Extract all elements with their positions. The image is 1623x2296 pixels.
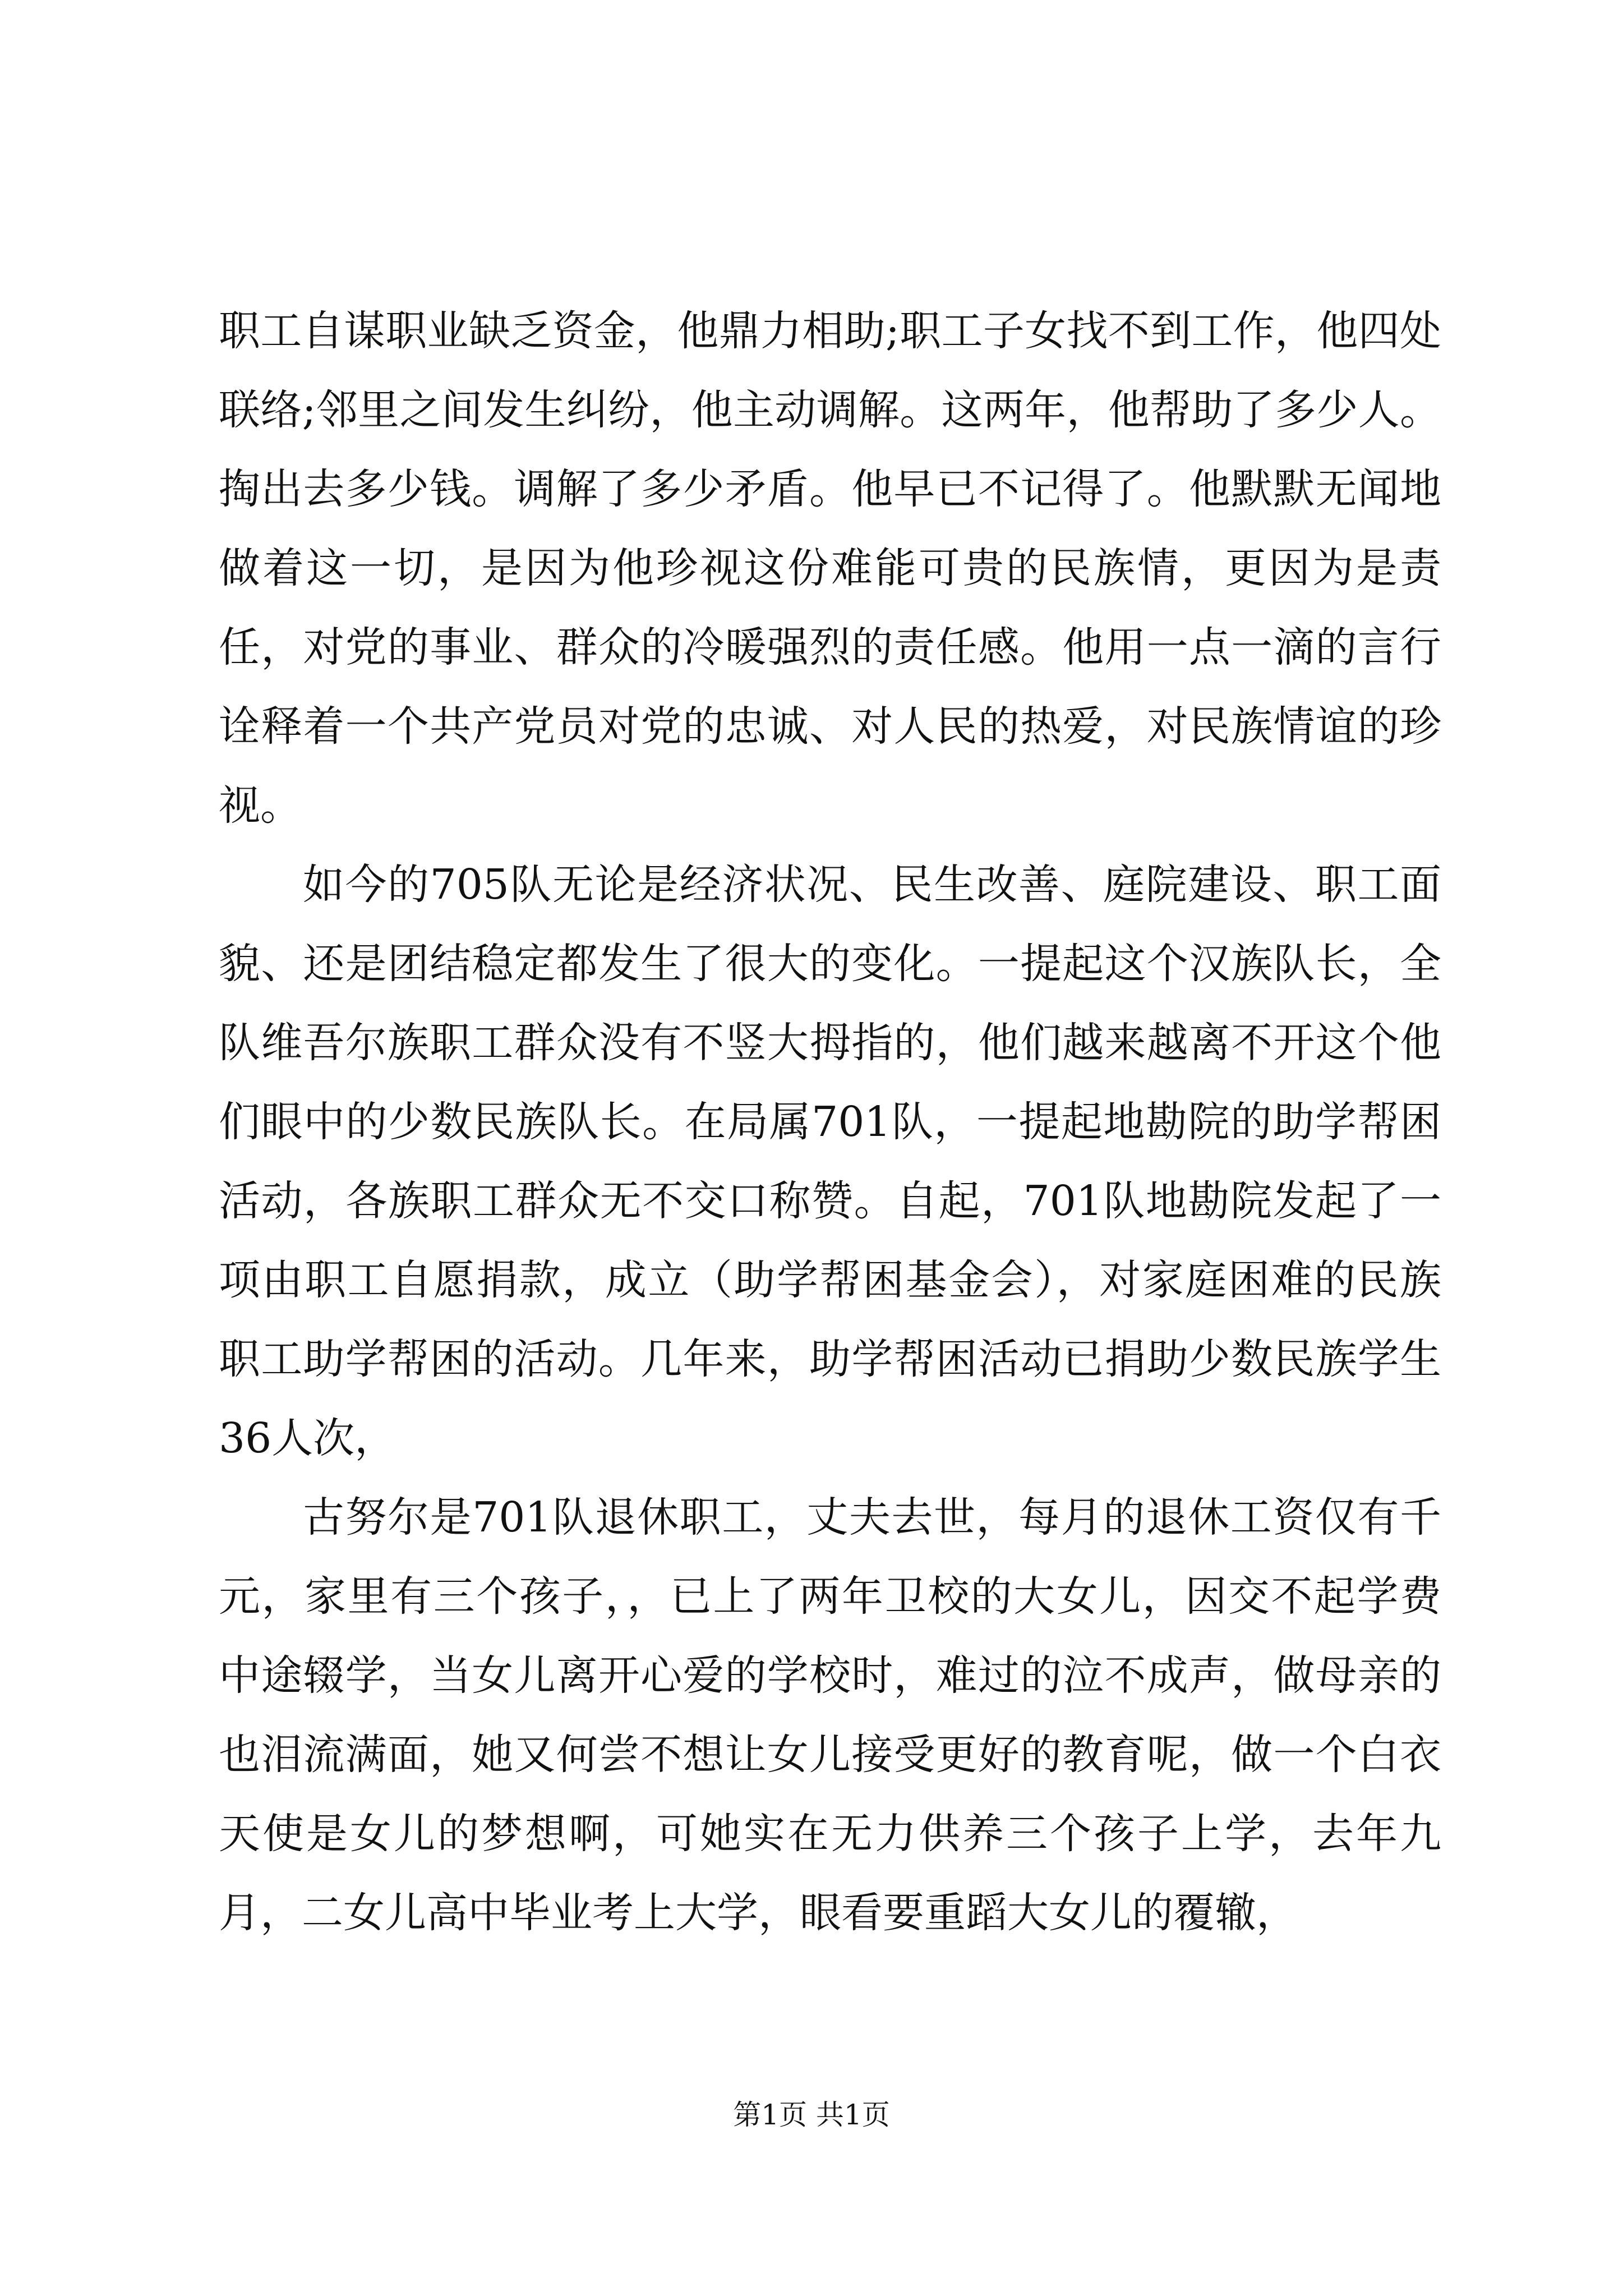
paragraph-1: 职工自谋职业缺乏资金，他鼎力相助;职工子女找不到工作，他四处联络;邻里之间发生纠纷，他主动调解。这两年，他帮助了多少人。掏出去多少钱。调解了多少矛盾。他早已不记得了。他默默无闻地做着这一切，是因为他珍视这份难能可贵的民族情，更因为是责任，对党的事业、群众的冷暖强烈的责任感。他用一点一滴的言行诠释着一个共产党员对党的忠诚、对人民的热爱，对民族情谊的珍视。: [219, 307, 1441, 830]
paragraph-2: 如今的705队无论是经济状况、民生改善、庭院建设、职工面貌、还是团结稳定都发生了很大的变化。一提起这个汉族队长，全队维吾尔族职工群众没有不竖大拇指的，他们越来越离不开这个他们眼中的少数民族队长。在局属701队，一提起地勘院的助学帮困活动，各族职工群众无不交口称赞。自起，701队地勘院发起了一项由职工自愿捐款，成立（助学帮困基金会），对家庭困难的民族职工助学帮困的活动。几年来，助学帮困活动已捐助少数民族学生36人次，: [219, 861, 1441, 1462]
paragraph-3: 古努尔是701队退休职工，丈夫去世，每月的退休工资仅有千元，家里有三个孩子，，已上了两年卫校的大女儿，因交不起学费中途辍学，当女儿离开心爱的学校时，难过的泣不成声，做母亲的也泪流满面，她又何尝不想让女儿接受更好的教育呢，做一个白衣天使是女儿的梦想啊，可她实在无力供养三个孩子上学，去年九月，二女儿高中毕业考上大学，眼看要重蹈大女儿的覆辙，: [219, 1493, 1441, 1937]
document-body: [219, 292, 1441, 1953]
page-footer: 第1页 共1页: [733, 2099, 890, 2131]
